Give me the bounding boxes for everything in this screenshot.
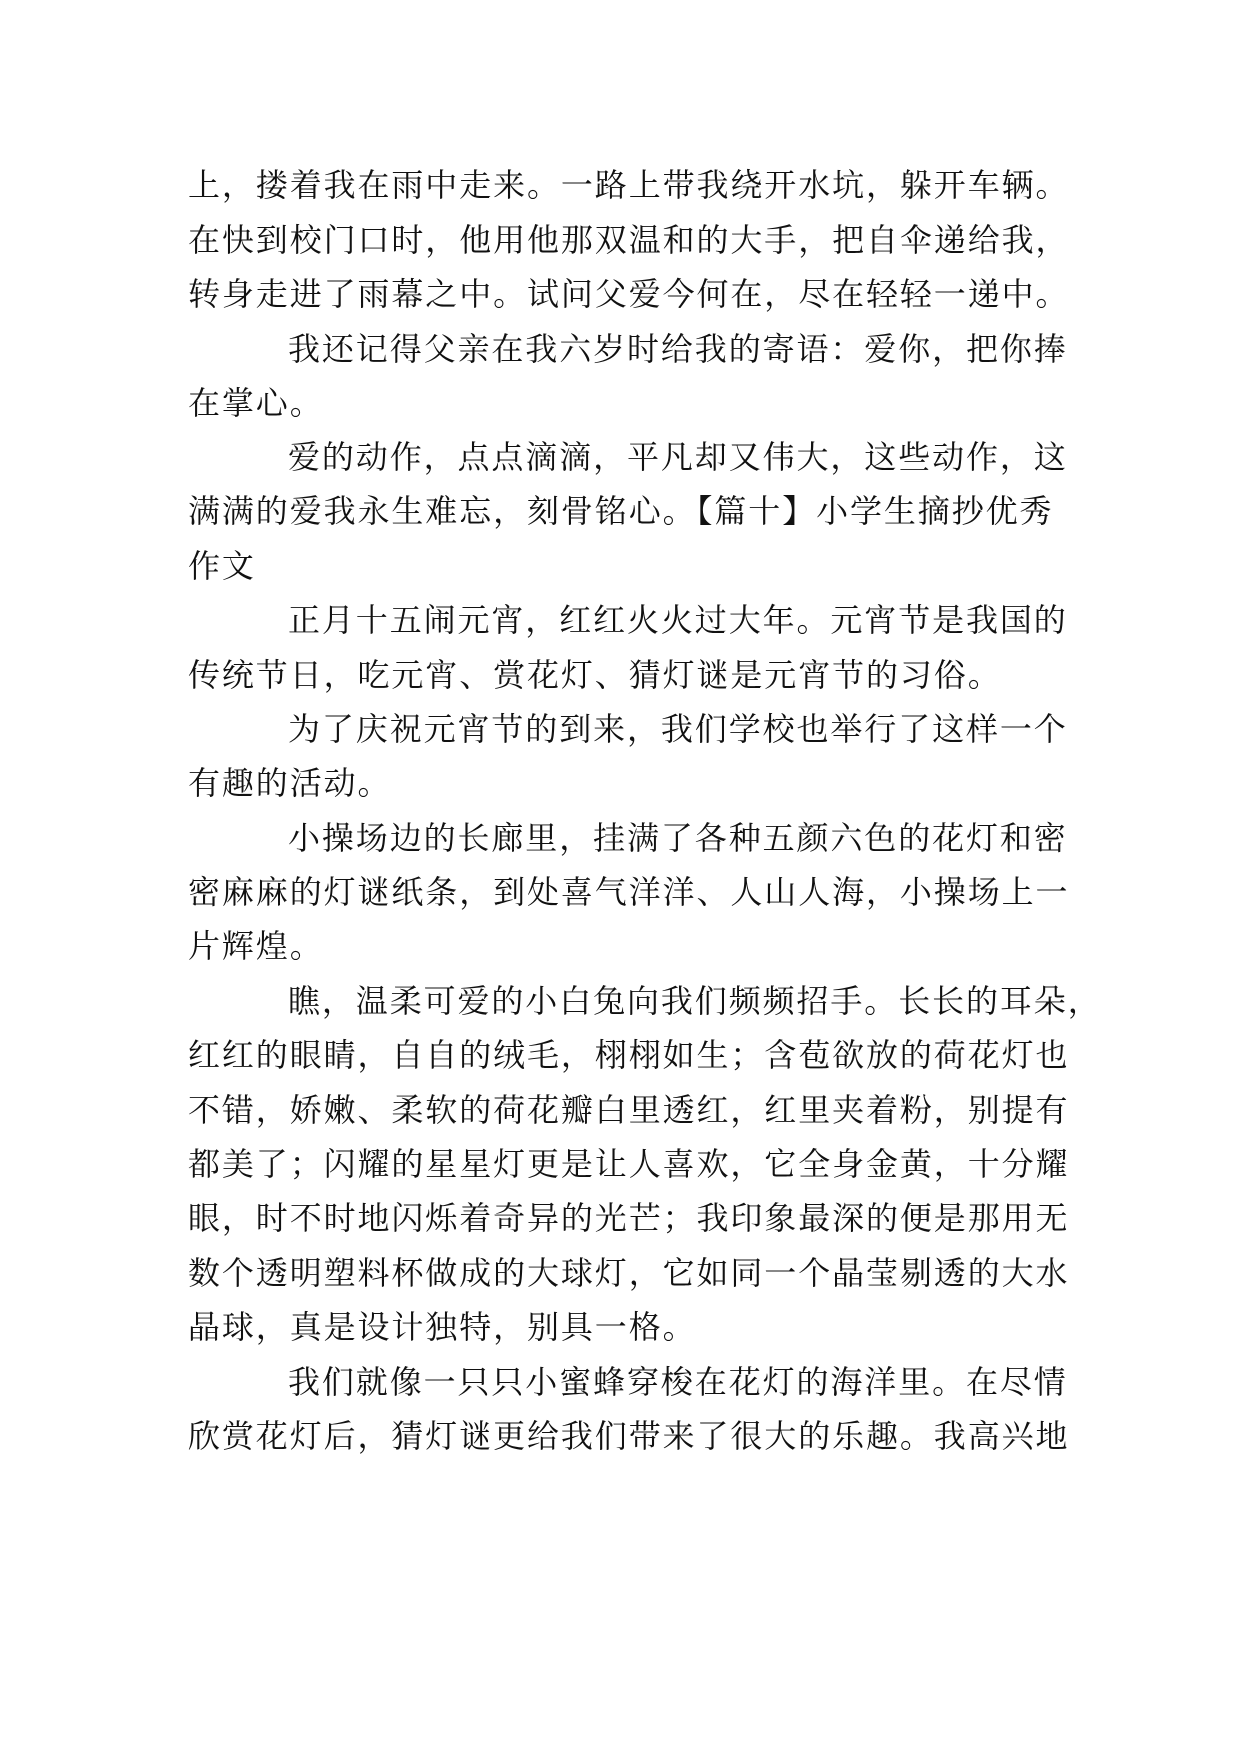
- text-line: 都美了；闪耀的星星灯更是让人喜欢，它全身金黄，十分耀: [188, 1145, 1070, 1183]
- text-line: 满满的爱我永生难忘，刻骨铭心。【篇十】小学生摘抄优秀: [188, 492, 1054, 530]
- text-line: 传统节日，吃元宵、赏花灯、猜灯谜是元宵节的习俗。: [188, 656, 1002, 694]
- text-line: 密麻麻的灯谜纸条，到处喜气洋洋、人山人海，小操场上一: [188, 873, 1070, 911]
- text-line: 片辉煌。: [188, 927, 324, 965]
- text-line: 数个透明塑料杯做成的大球灯，它如同一个晶莹剔透的大水: [188, 1254, 1070, 1292]
- text-line: 在掌心。: [188, 384, 324, 422]
- text-line: 有趣的活动。: [188, 764, 392, 802]
- text-line: 不错，娇嫩、柔软的荷花瓣白里透红，红里夹着粉，别提有: [188, 1091, 1070, 1129]
- paragraph-first-line: 我们就像一只只小蜜蜂穿梭在花灯的海洋里。在尽情: [288, 1363, 1068, 1401]
- text-line: 晶球，真是设计独特，别具一格。: [188, 1308, 697, 1346]
- text-line: 上，搂着我在雨中走来。一路上带我绕开水坑，躲开车辆。: [188, 166, 1070, 204]
- text-line: 眼，时不时地闪烁着奇异的光芒；我印象最深的便是那用无: [188, 1199, 1070, 1237]
- paragraph-first-line: 为了庆祝元宵节的到来，我们学校也举行了这样一个: [288, 710, 1068, 748]
- paragraph-first-line: 瞧，温柔可爱的小白兔向我们频频招手。长长的耳朵，: [288, 982, 1102, 1020]
- section-heading-tail: 作文: [188, 547, 256, 585]
- text-line: 欣赏花灯后，猜灯谜更给我们带来了很大的乐趣。我高兴地: [188, 1417, 1070, 1455]
- paragraph-first-line: 正月十五闹元宵，红红火火过大年。元宵节是我国的: [288, 601, 1068, 639]
- text-line: 红红的眼睛，自自的绒毛，栩栩如生；含苞欲放的荷花灯也: [188, 1036, 1070, 1074]
- paragraph-first-line: 我还记得父亲在我六岁时给我的寄语：爱你，把你捧: [288, 330, 1068, 368]
- paragraph-first-line: 爱的动作，点点滴滴，平凡却又伟大，这些动作，这: [288, 438, 1068, 476]
- paragraph-first-line: 小操场边的长廊里，挂满了各种五颜六色的花灯和密: [288, 819, 1068, 857]
- text-line: 在快到校门口时，他用他那双温和的大手，把自伞递给我，: [188, 221, 1070, 259]
- text-line: 转身走进了雨幕之中。试问父爱今何在，尽在轻轻一递中。: [188, 275, 1070, 313]
